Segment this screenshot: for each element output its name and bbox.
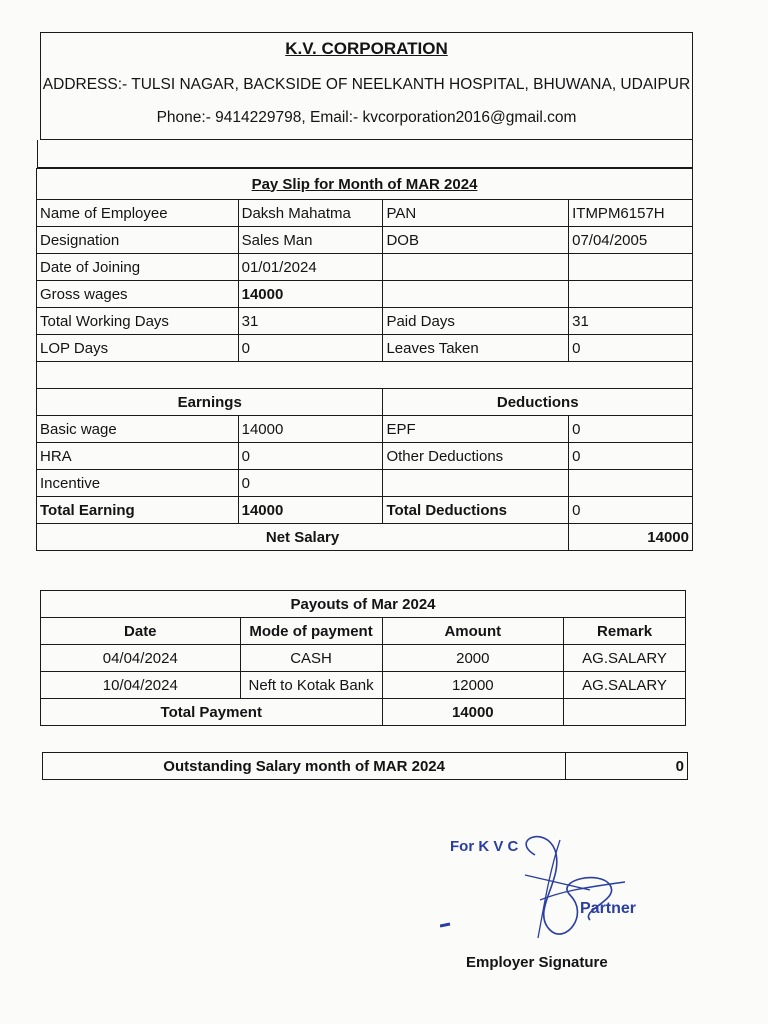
net-salary-value: 14000 xyxy=(569,524,693,551)
field-label: Date of Joining xyxy=(37,254,239,281)
payout-date: 10/04/2024 xyxy=(41,672,241,699)
earnings-deductions-header-row xyxy=(37,389,693,416)
earning-value: 0 xyxy=(238,470,383,497)
payout-remark: AG.SALARY xyxy=(564,672,686,699)
deduction-label: EPF xyxy=(383,416,569,443)
deduction-label: Other Deductions xyxy=(383,443,569,470)
earning-label: Incentive xyxy=(37,470,239,497)
slip-title: Pay Slip for Month of MAR 2024 xyxy=(37,169,693,200)
field-label: DOB xyxy=(383,227,569,254)
table-row xyxy=(37,416,693,443)
field-value: 0 xyxy=(569,335,693,362)
field-label: Designation xyxy=(37,227,239,254)
company-address: ADDRESS:- TULSI NAGAR, BACKSIDE OF NEELKANTH HOSPITAL, BHUWANA, UDAIPUR xyxy=(42,76,691,93)
header-spacer xyxy=(37,140,693,168)
payouts-total-row xyxy=(41,699,686,726)
table-row xyxy=(37,308,693,335)
table-row xyxy=(41,672,686,699)
table-row xyxy=(41,645,686,672)
company-name: K.V. CORPORATION xyxy=(285,39,448,58)
deduction-value: 0 xyxy=(569,443,693,470)
total-deductions-value: 0 xyxy=(569,497,693,524)
field-label xyxy=(383,281,569,308)
payout-mode: Neft to Kotak Bank xyxy=(240,672,382,699)
earning-label: HRA xyxy=(37,443,239,470)
total-earning-label: Total Earning xyxy=(37,497,239,524)
table-row xyxy=(37,443,693,470)
deduction-label xyxy=(383,470,569,497)
payout-amount: 2000 xyxy=(382,645,564,672)
field-value: 07/04/2005 xyxy=(569,227,693,254)
field-label: Name of Employee xyxy=(37,200,239,227)
company-contact: Phone:- 9414229798, Email:- kvcorporation2016@gmail.com xyxy=(156,109,577,126)
table-row xyxy=(37,281,693,308)
payouts-title: Payouts of Mar 2024 xyxy=(41,591,686,618)
table-row xyxy=(37,200,693,227)
signature-area xyxy=(440,820,690,980)
field-value: 31 xyxy=(238,308,383,335)
payout-remark: AG.SALARY xyxy=(564,645,686,672)
employer-signature-label: Employer Signature xyxy=(466,954,608,971)
table-row xyxy=(37,335,693,362)
deduction-value xyxy=(569,470,693,497)
empty-cell xyxy=(564,699,686,726)
field-value xyxy=(569,254,693,281)
deductions-header: Deductions xyxy=(383,389,693,416)
total-earning-value: 14000 xyxy=(238,497,383,524)
field-value: 01/01/2024 xyxy=(238,254,383,281)
field-label: Total Working Days xyxy=(37,308,239,335)
field-value xyxy=(569,281,693,308)
table-row xyxy=(37,470,693,497)
payout-date: 04/04/2024 xyxy=(41,645,241,672)
field-label: PAN xyxy=(383,200,569,227)
earnings-header: Earnings xyxy=(37,389,383,416)
field-value: ITMPM6157H xyxy=(569,200,693,227)
total-payment-label: Total Payment xyxy=(41,699,383,726)
field-label: Leaves Taken xyxy=(383,335,569,362)
payouts-table xyxy=(40,590,686,726)
field-label: LOP Days xyxy=(37,335,239,362)
payouts-header-row xyxy=(41,618,686,645)
table-row xyxy=(37,227,693,254)
field-value: 14000 xyxy=(238,281,383,308)
spacer-cell xyxy=(37,362,693,389)
outstanding-label: Outstanding Salary month of MAR 2024 xyxy=(43,753,566,780)
net-salary-row xyxy=(37,524,693,551)
net-salary-label: Net Salary xyxy=(37,524,569,551)
slip-title-row xyxy=(37,169,693,200)
payout-amount: 12000 xyxy=(382,672,564,699)
company-header xyxy=(40,32,693,140)
earning-label: Basic wage xyxy=(37,416,239,443)
outstanding-value: 0 xyxy=(566,753,688,780)
column-header: Amount xyxy=(382,618,564,645)
outstanding-table xyxy=(42,752,688,780)
earning-value: 0 xyxy=(238,443,383,470)
total-deductions-label: Total Deductions xyxy=(383,497,569,524)
column-header: Mode of payment xyxy=(240,618,382,645)
column-header: Remark xyxy=(564,618,686,645)
handwritten-signature-icon xyxy=(440,820,690,950)
outstanding-row xyxy=(43,753,688,780)
payouts-title-row xyxy=(41,591,686,618)
totals-row xyxy=(37,497,693,524)
spacer-row xyxy=(37,362,693,389)
field-value: 0 xyxy=(238,335,383,362)
stamp-company-text: For K V C xyxy=(450,838,519,855)
field-label xyxy=(383,254,569,281)
table-row xyxy=(37,254,693,281)
field-value: Sales Man xyxy=(238,227,383,254)
pay-slip-table xyxy=(36,168,693,551)
total-payment-value: 14000 xyxy=(382,699,564,726)
field-label: Gross wages xyxy=(37,281,239,308)
field-label: Paid Days xyxy=(383,308,569,335)
column-header: Date xyxy=(41,618,241,645)
earning-value: 14000 xyxy=(238,416,383,443)
field-value: 31 xyxy=(569,308,693,335)
deduction-value: 0 xyxy=(569,416,693,443)
payout-mode: CASH xyxy=(240,645,382,672)
stamp-role-text: Partner xyxy=(580,900,637,917)
field-value: Daksh Mahatma xyxy=(238,200,383,227)
